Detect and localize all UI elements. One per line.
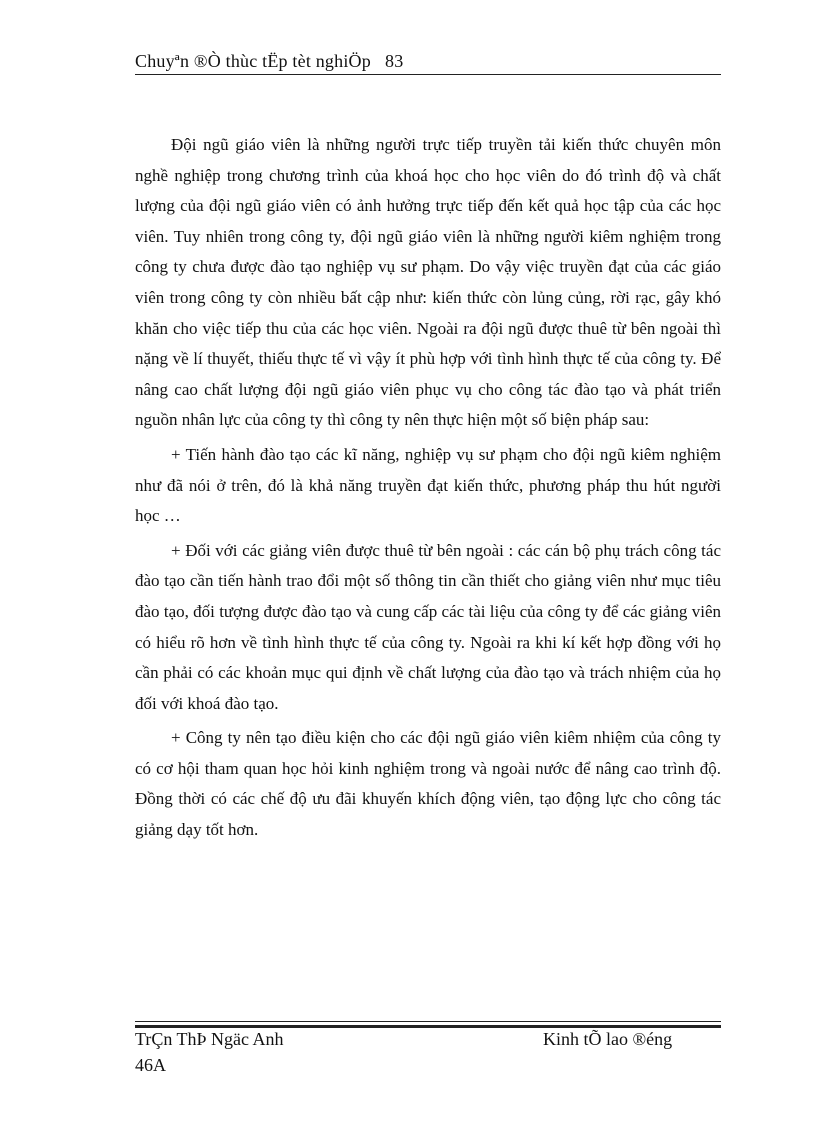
footer-department: Kinh tÕ lao ®éng: [543, 1029, 673, 1049]
header-page-number: 83: [385, 51, 404, 71]
paragraph-intro: Đội ngũ giáo viên là những người trực tiếp truyền tải kiến thức chuyên môn nghề nghiệp trong chương trình của khoá học cho học viên do đó trình độ và chất lượng của đội ngũ giáo viên có ảnh hưởng trực tiếp đến kết quả học tập của các học viên. Tuy nhiên trong công ty, đội ngũ giáo viên là những người kiêm nghiệm trong công ty chưa được đào tạo nghiệp vụ sư phạm. Do vậy việc truyền đạt của các giáo viên trong công ty còn nhiều bất cập như: kiến thức còn lủng củng, rời rạc, gây khó khăn cho việc tiếp thu của các học viên. Ngoài ra đội ngũ được thuê từ bên ngoài thì nặng về lí thuyết, thiếu thực tế vì vậy ít phù hợp với tình hình thực tế của công ty. Để nâng cao chất lượng đội ngũ giáo viên phục vụ cho công tác đào tạo và phát triển nguồn nhân lực của công ty thì công ty nên thực hiện một số biện pháp sau:: [135, 135, 721, 430]
footer-divider-thin: [135, 1021, 721, 1022]
paragraph-bullet-2: + Đối với các giảng viên được thuê từ bên ngoài : các cán bộ phụ trách công tác đào tạo cần tiến hành trao đổi một số thông tin cần thiết cho giảng viên như mục tiêu đào tạo, đối tượng được đào tạo và cung cấp các tài liệu của công ty để các giảng viên có hiểu rõ hơn về tình hình thực tế của công ty. Ngoài ra khi kí kết hợp đồng với họ cần phải có các khoản mục qui định về chất lượng của đào tạo và trách nhiệm của họ đối với khoá đào tạo.: [135, 540, 721, 713]
paragraph-bullet-3: + Công ty nên tạo điều kiện cho các đội ngũ giáo viên kiêm nhiệm của công ty có cơ hội tham quan học hỏi kinh nghiệm trong và ngoài nước để nâng cao trình độ. Đồng thời có các chế độ ưu đãi khuyến khích động viên, tạo động lực cho công tác giảng dạy tốt hơn.: [135, 728, 721, 840]
paragraph-bullet-1: + Tiến hành đào tạo các kĩ năng, nghiệp vụ sư phạm cho đội ngũ kiêm nghiệm như đã nói ở trên, đó là khả năng truyền đạt kiến thức, phương pháp thu hút người học …: [135, 444, 721, 526]
footer-author: TrÇn ThÞ Ngäc Anh: [135, 1029, 284, 1049]
footer-class: 46A: [135, 1055, 166, 1075]
document-body: [135, 130, 721, 846]
page-header: [135, 50, 721, 72]
header-divider: [135, 74, 721, 75]
header-title: Chuyªn ®Ò thùc tËp tèt nghiÖp: [135, 51, 371, 71]
